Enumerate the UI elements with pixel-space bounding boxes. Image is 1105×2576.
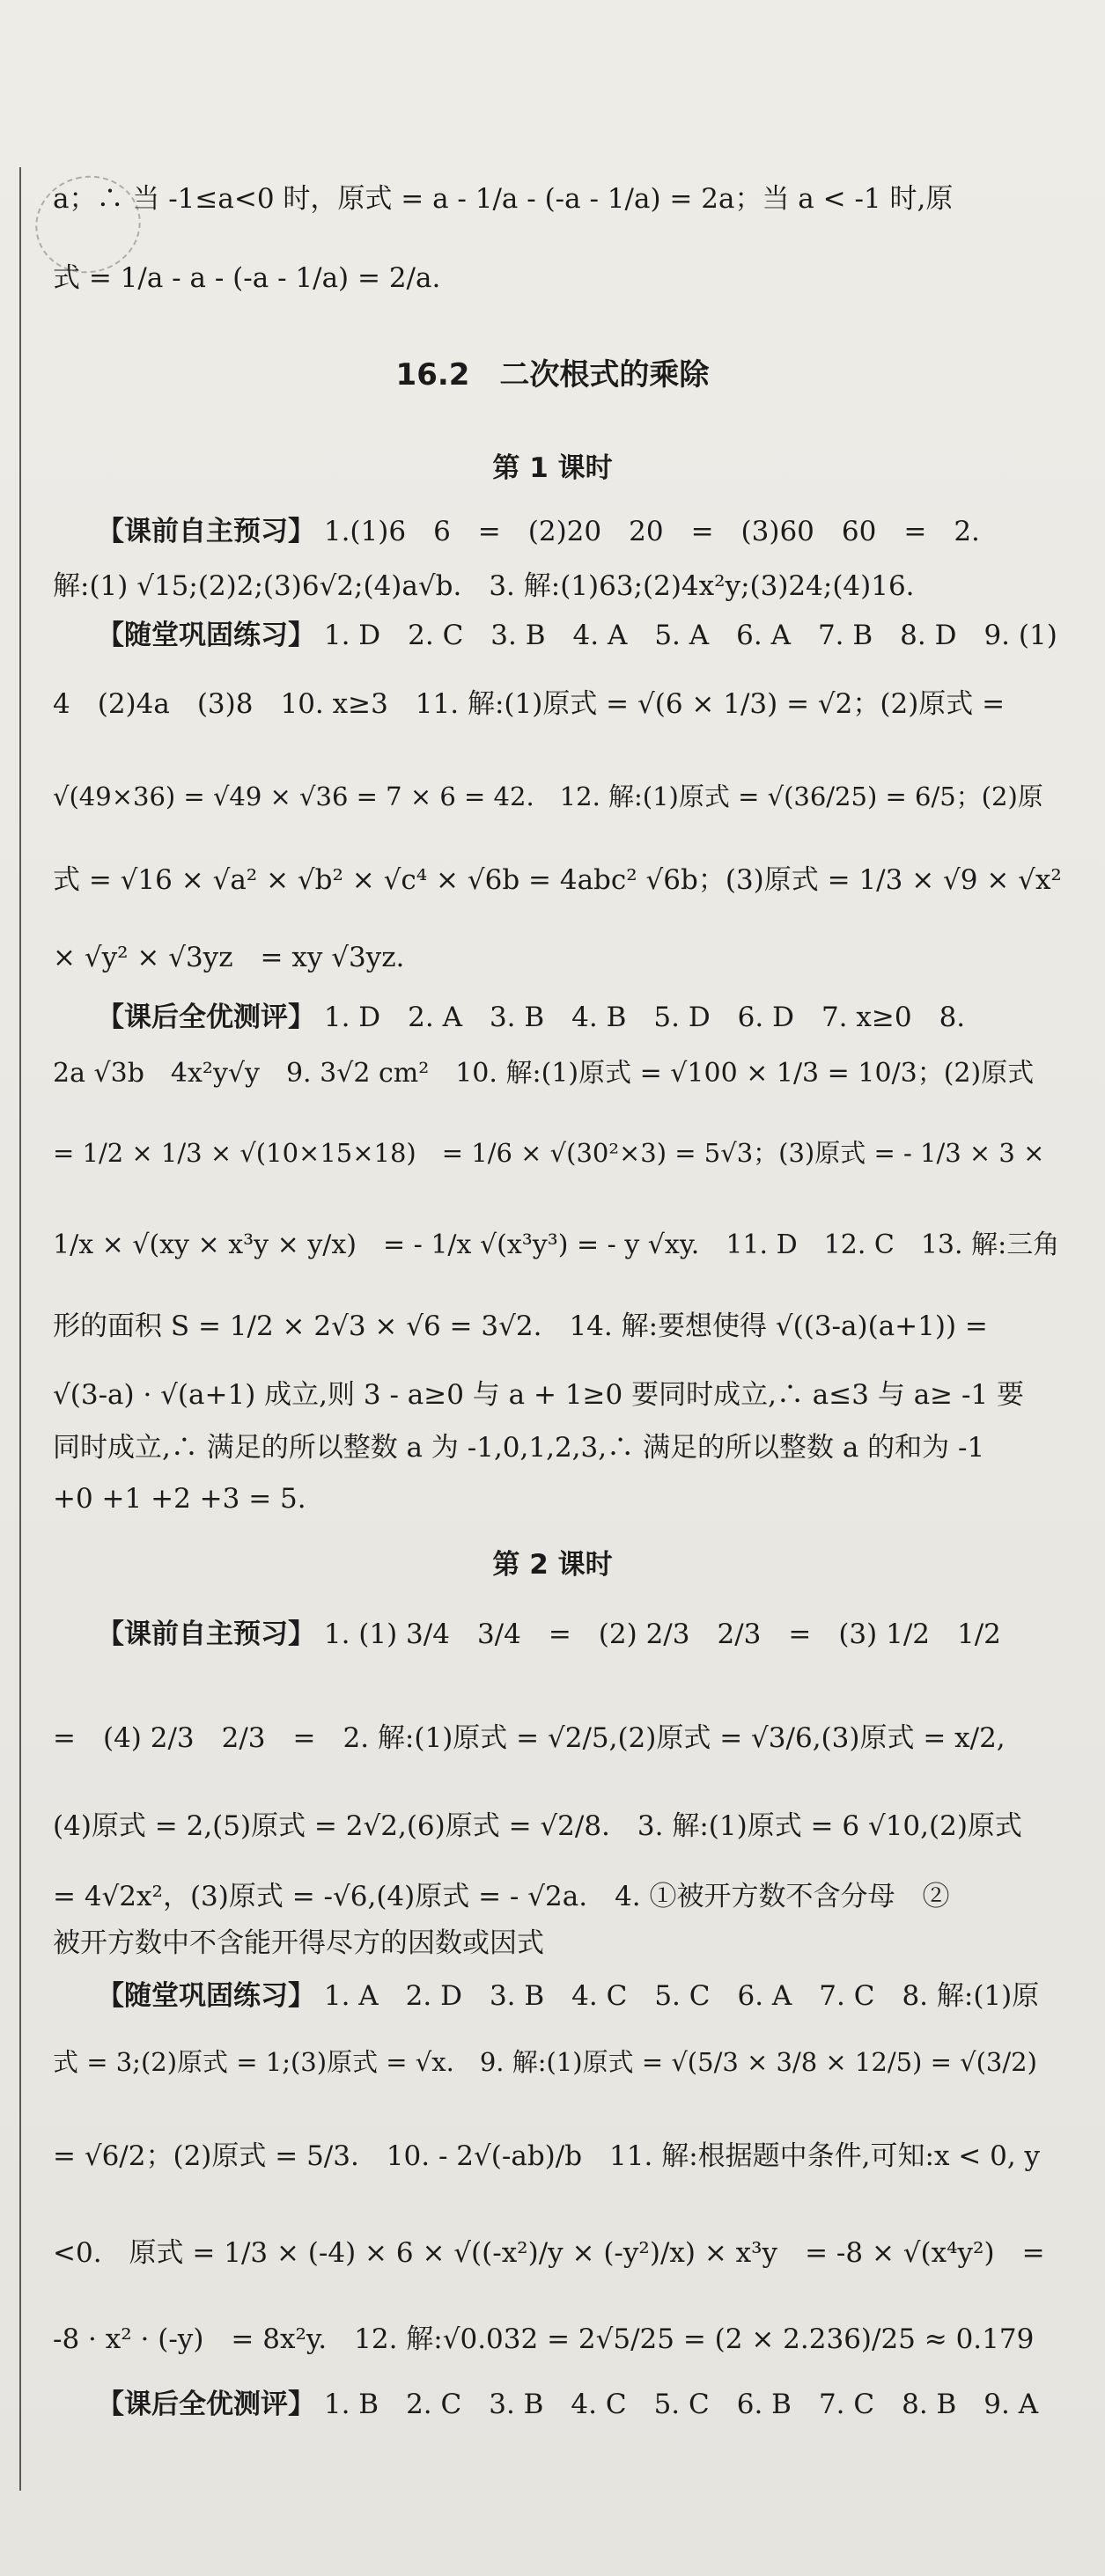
answer-line: = 1/2 × 1/3 × √(10×15×18) = 1/6 × √(30²×3) = 5√3；(3)原式 = - 1/3 × 3 ×	[53, 1138, 1045, 1168]
answer-line: 式 = 1/a - a - (-a - 1/a) = 2/a.	[53, 262, 441, 294]
answer-line	[97, 514, 1065, 549]
answer-line: 4 (2)4a (3)8 10. x≥3 11. 解:(1)原式 = √(6 × 1/3) = √2；(2)原式 =	[53, 688, 1006, 720]
answer-line: 1/x × √(xy × x³y × y/x) = - 1/x √(x³y³) = - y √xy. 11. D 12. C 13. 解:三角	[53, 1229, 1060, 1260]
lesson-2-title: 第 2 课时	[492, 1549, 613, 1581]
answer-line: -8 · x² · (-y) = 8x²y. 12. 解:√0.032 = 2√5/25 = (2 × 2.236)/25 ≈ 0.179	[53, 2323, 1035, 2355]
section-header-practice: 【随堂巩固练习】	[97, 1980, 315, 2012]
margin-rule	[19, 167, 21, 2491]
answer-text: 1. (1) 3/4 3/4 = (2) 2/3 2/3 = (3) 1/2 1/2	[323, 1618, 1001, 1650]
answer-line: = 4√2x²，(3)原式 = -√6,(4)原式 = - √2a. 4. ①被开方数不含分母 ②	[53, 1881, 950, 1912]
answer-line: 式 = 3;(2)原式 = 1;(3)原式 = √x. 9. 解:(1)原式 = √(5/3 × 3/8 × 12/5) = √(3/2)	[53, 2047, 1037, 2077]
section-header-assessment: 【课后全优测评】	[97, 1002, 315, 1033]
answer-line: 形的面积 S = 1/2 × 2√3 × √6 = 3√2. 14. 解:要想使得 √((3-a)(a+1)) =	[53, 1310, 988, 1342]
answer-line: 解:(1) √15;(2)2;(3)6√2;(4)a√b. 3. 解:(1)63;(2)4x²y;(3)24;(4)16.	[53, 570, 915, 602]
answer-line: <0. 原式 = 1/3 × (-4) × 6 × √((-x²)/y × (-y²)/x) × x³y = -8 × √(x⁴y²) =	[53, 2237, 1045, 2269]
section-title: 16.2 二次根式的乘除	[395, 357, 710, 393]
section-header-preview: 【课前自主预习】	[97, 1618, 315, 1650]
answer-line: = √6/2；(2)原式 = 5/3. 10. - 2√(-ab)/b 11. 解:根据题中条件,可知:x < 0, y	[53, 2140, 1041, 2172]
answer-line: = (4) 2/3 2/3 = 2. 解:(1)原式 = √2/5,(2)原式 = √3/6,(3)原式 = x/2,	[53, 1722, 1006, 1754]
answer-text: 1.(1)6 6 = (2)20 20 = (3)60 60 = 2.	[323, 516, 980, 547]
answer-line: √(3-a) · √(a+1) 成立,则 3 - a≥0 与 a + 1≥0 要同时成立,∴ a≤3 与 a≥ -1 要	[53, 1379, 1025, 1411]
answer-line: (4)原式 = 2,(5)原式 = 2√2,(6)原式 = √2/8. 3. 解:(1)原式 = 6 √10,(2)原式	[53, 1810, 1022, 1842]
section-header-assessment: 【课后全优测评】	[97, 2389, 315, 2420]
section-header-preview: 【课前自主预习】	[97, 516, 315, 547]
lesson-1-title: 第 1 课时	[492, 452, 613, 484]
answer-text: 1. B 2. C 3. B 4. C 5. C 6. B 7. C 8. B 9. A	[323, 2389, 1039, 2420]
answer-line	[97, 1617, 1065, 1652]
answer-line: 式 = √16 × √a² × √b² × √c⁴ × √6b = 4abc² √6b；(3)原式 = 1/3 × √9 × √x²	[53, 864, 1062, 896]
answer-line: +0 +1 +2 +3 = 5.	[53, 1483, 306, 1515]
answer-line: √(49×36) = √49 × √36 = 7 × 6 = 42. 12. 解:(1)原式 = √(36/25) = 6/5；(2)原	[53, 782, 1043, 811]
answer-text: 1. D 2. C 3. B 4. A 5. A 6. A 7. B 8. D 9. (1)	[323, 620, 1057, 651]
answer-line: 被开方数中不含能开得尽方的因数或因式	[53, 1927, 544, 1959]
answer-line: 2a √3b 4x²y√y 9. 3√2 cm² 10. 解:(1)原式 = √100 × 1/3 = 10/3；(2)原式	[53, 1058, 1035, 1089]
answer-line	[97, 618, 1065, 653]
answer-text: 1. D 2. A 3. B 4. B 5. D 6. D 7. x≥0 8.	[323, 1002, 966, 1033]
answer-line	[97, 1978, 1065, 2014]
answer-line: 同时成立,∴ 满足的所以整数 a 为 -1,0,1,2,3,∴ 满足的所以整数 a 的和为 -1	[53, 1432, 985, 1464]
answer-line	[97, 1000, 1065, 1035]
answer-line: × √y² × √3yz = xy √3yz.	[53, 942, 405, 973]
answer-line: a；∴ 当 -1≤a<0 时，原式 = a - 1/a - (-a - 1/a) = 2a；当 a < -1 时,原	[53, 183, 954, 215]
answer-line	[97, 2387, 1065, 2422]
answer-text: 1. A 2. D 3. B 4. C 5. C 6. A 7. C 8. 解:(1)原	[323, 1980, 1040, 2012]
section-header-practice: 【随堂巩固练习】	[97, 620, 315, 651]
